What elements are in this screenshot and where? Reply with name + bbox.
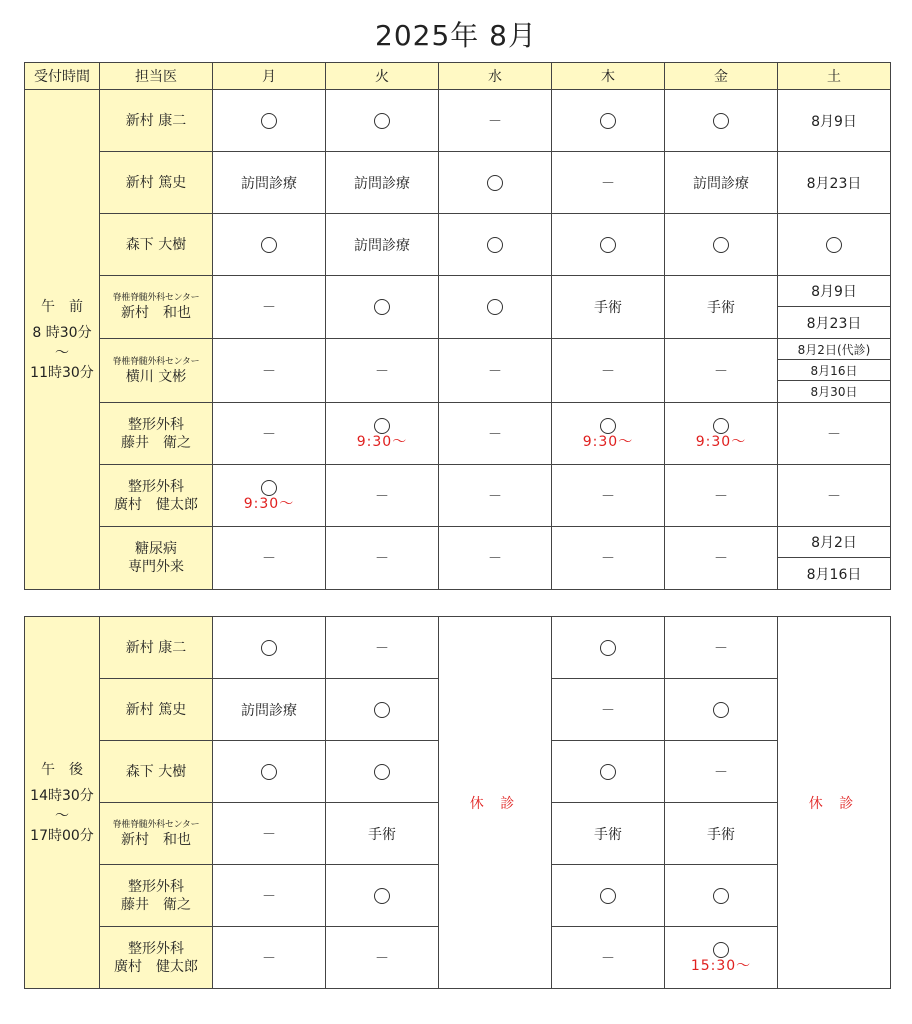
cell-text: － xyxy=(375,363,389,380)
afternoon-schedule-table xyxy=(24,616,891,989)
schedule-cell xyxy=(665,617,778,679)
doctor-cell xyxy=(100,865,213,927)
available-circle-icon xyxy=(261,640,277,656)
doctor-name: 新村 和也 xyxy=(121,305,191,321)
doctor-cell xyxy=(100,679,213,741)
available-circle-icon xyxy=(374,702,390,718)
header-day-fri: 金 xyxy=(665,63,778,90)
start-time-note: 15:30～ xyxy=(690,957,752,974)
schedule-cell xyxy=(665,465,778,527)
schedule-cell xyxy=(778,465,891,527)
cell-text: － xyxy=(488,551,502,567)
cell-text: － xyxy=(601,488,615,505)
doctor-cell xyxy=(100,927,213,989)
doctor-name: 新村 和也 xyxy=(121,831,191,848)
schedule-cell xyxy=(326,339,439,403)
department-label: 整形外科 xyxy=(128,878,184,895)
cell-text: － xyxy=(601,363,615,380)
cell-text: 8月23日 xyxy=(806,175,862,192)
schedule-cell xyxy=(326,679,439,741)
table-row xyxy=(25,152,891,214)
schedule-cell xyxy=(552,927,665,989)
available-circle-icon xyxy=(600,113,616,129)
morning-schedule-table xyxy=(24,62,891,590)
time-start: 14時30分 xyxy=(30,787,94,804)
table-row xyxy=(25,339,891,403)
cell-text: － xyxy=(262,426,276,443)
schedule-cell xyxy=(439,152,552,214)
cell-text: 手術 xyxy=(368,826,396,843)
schedule-cell xyxy=(213,679,326,741)
cell-text: － xyxy=(262,300,276,316)
schedule-cell xyxy=(552,679,665,741)
doctor-name: 森下 大樹 xyxy=(125,763,187,780)
doctor-cell xyxy=(100,276,213,339)
schedule-cell xyxy=(326,276,439,339)
department-label: 整形外科 xyxy=(128,478,184,495)
cell-text: － xyxy=(488,113,502,130)
table-row xyxy=(25,90,891,152)
available-circle-icon xyxy=(261,480,277,496)
schedule-cell xyxy=(326,803,439,865)
header-day-wed: 水 xyxy=(439,63,552,90)
schedule-cell xyxy=(552,527,665,590)
schedule-cell xyxy=(552,152,665,214)
schedule-cell xyxy=(552,617,665,679)
schedule-cell xyxy=(665,339,778,403)
doctor-name: 新村 篤史 xyxy=(125,701,187,718)
schedule-cell xyxy=(326,527,439,590)
schedule-cell xyxy=(213,339,326,403)
schedule-cell xyxy=(326,927,439,989)
header-day-thu: 木 xyxy=(552,63,665,90)
available-circle-icon xyxy=(261,764,277,780)
cell-text: － xyxy=(262,826,276,843)
start-time-note: 9:30～ xyxy=(243,495,295,512)
time-end: 17時00分 xyxy=(30,827,94,844)
start-time-note: 9:30～ xyxy=(582,433,634,450)
department-label: 脊椎脊髄外科センター xyxy=(112,819,200,830)
available-circle-icon xyxy=(374,764,390,780)
available-circle-icon xyxy=(374,113,390,129)
schedule-cell xyxy=(213,741,326,803)
department-label: 整形外科 xyxy=(128,416,184,433)
schedule-cell xyxy=(213,865,326,927)
session-label: 午 前 xyxy=(41,298,83,315)
schedule-cell xyxy=(552,403,665,465)
schedule-cell xyxy=(326,403,439,465)
schedule-cell xyxy=(213,617,326,679)
schedule-cell xyxy=(213,527,326,590)
doctor-name: 専門外来 xyxy=(128,559,184,575)
table-row xyxy=(25,403,891,465)
schedule-cell xyxy=(326,90,439,152)
start-time-note: 9:30～ xyxy=(695,433,747,450)
header-day-mon: 月 xyxy=(213,63,326,90)
wednesday-closed-cell: 休 診 xyxy=(439,617,552,989)
doctor-name: 新村 康二 xyxy=(125,112,187,129)
cell-text: － xyxy=(262,551,276,567)
schedule-cell xyxy=(665,927,778,989)
doctor-name: 横川 文彬 xyxy=(125,368,187,385)
available-circle-icon xyxy=(600,888,616,904)
doctor-cell xyxy=(100,90,213,152)
available-circle-icon xyxy=(487,299,503,315)
doctor-cell xyxy=(100,465,213,527)
schedule-cell xyxy=(439,527,552,590)
schedule-cell xyxy=(552,465,665,527)
header-day-tue: 火 xyxy=(326,63,439,90)
schedule-cell xyxy=(326,617,439,679)
available-circle-icon xyxy=(713,113,729,129)
schedule-cell xyxy=(213,403,326,465)
table-row xyxy=(25,465,891,527)
schedule-cell xyxy=(552,865,665,927)
department-label: 糖尿病 xyxy=(135,541,177,557)
time-end: 11時30分 xyxy=(30,364,94,381)
cell-text: － xyxy=(714,488,728,505)
cell-text: － xyxy=(375,640,389,657)
schedule-cell xyxy=(439,465,552,527)
saturday-date: 8月23日 xyxy=(806,315,862,332)
schedule-cell xyxy=(552,214,665,276)
schedule-cell xyxy=(552,339,665,403)
available-circle-icon xyxy=(713,942,729,958)
reception-time-cell xyxy=(25,617,100,989)
time-tilde: ～ xyxy=(55,807,69,824)
cell-text: － xyxy=(375,950,389,967)
schedule-cell xyxy=(326,465,439,527)
time-tilde: ～ xyxy=(55,344,69,361)
saturday-date: 8月9日 xyxy=(778,276,890,307)
table-row xyxy=(25,527,891,590)
cell-text: 手術 xyxy=(594,300,622,316)
schedule-cell xyxy=(778,90,891,152)
saturday-date: 8月2日(代診) xyxy=(778,339,890,360)
cell-text: － xyxy=(827,426,841,443)
schedule-cell xyxy=(213,276,326,339)
available-circle-icon xyxy=(374,418,390,434)
saturday-date: 8月16日 xyxy=(778,360,890,381)
available-circle-icon xyxy=(826,237,842,253)
cell-text: － xyxy=(488,363,502,380)
reception-time-cell xyxy=(25,90,100,590)
page-title: 2025年 8月 xyxy=(375,19,537,52)
doctor-name: 新村 康二 xyxy=(125,639,187,656)
schedule-cell xyxy=(326,865,439,927)
available-circle-icon xyxy=(713,702,729,718)
cell-text: － xyxy=(375,551,389,567)
cell-text: 訪問診療 xyxy=(241,175,297,192)
schedule-cell xyxy=(439,276,552,339)
schedule-cell xyxy=(665,403,778,465)
available-circle-icon xyxy=(600,237,616,253)
cell-text: － xyxy=(262,950,276,967)
available-circle-icon xyxy=(261,237,277,253)
doctor-name: 藤井 衛之 xyxy=(121,896,191,913)
doctor-cell xyxy=(100,803,213,865)
header-doctor: 担当医 xyxy=(100,63,213,90)
schedule-cell xyxy=(665,152,778,214)
cell-text: 手術 xyxy=(594,826,622,843)
schedule-cell xyxy=(665,865,778,927)
available-circle-icon xyxy=(487,237,503,253)
saturday-dates-cell xyxy=(778,339,891,403)
doctor-name: 新村 篤史 xyxy=(125,174,187,191)
cell-text: － xyxy=(262,363,276,380)
schedule-cell xyxy=(778,152,891,214)
cell-text: 訪問診療 xyxy=(693,175,749,192)
schedule-cell xyxy=(213,927,326,989)
doctor-cell xyxy=(100,527,213,590)
schedule-cell xyxy=(213,465,326,527)
start-time-note: 9:30～ xyxy=(356,433,408,450)
schedule-cell xyxy=(439,214,552,276)
schedule-cell xyxy=(439,339,552,403)
available-circle-icon xyxy=(487,175,503,191)
schedule-cell xyxy=(552,803,665,865)
schedule-cell xyxy=(213,90,326,152)
department-label: 整形外科 xyxy=(128,940,184,957)
time-start: 8 時30分 xyxy=(32,324,92,341)
table-row xyxy=(25,214,891,276)
cell-text: － xyxy=(375,488,389,505)
schedule-cell xyxy=(665,90,778,152)
cell-text: － xyxy=(827,488,841,505)
schedule-cell xyxy=(439,403,552,465)
saturday-dates-cell xyxy=(778,276,891,339)
saturday-date: 8月2日 xyxy=(778,527,890,558)
doctor-cell xyxy=(100,741,213,803)
schedule-cell xyxy=(326,152,439,214)
schedule-cell xyxy=(326,214,439,276)
schedule-cell xyxy=(213,214,326,276)
schedule-cell xyxy=(552,90,665,152)
saturday-date: 8月30日 xyxy=(810,385,858,399)
cell-text: － xyxy=(714,363,728,380)
schedule-cell xyxy=(778,403,891,465)
schedule-cell xyxy=(213,152,326,214)
saturday-dates-cell xyxy=(778,527,891,590)
session-label: 午 後 xyxy=(41,761,83,778)
cell-text: 訪問診療 xyxy=(354,237,410,254)
cell-text: 8月9日 xyxy=(811,113,857,130)
table-row xyxy=(25,617,891,679)
doctor-name: 森下 大樹 xyxy=(125,236,187,253)
cell-text: 手術 xyxy=(707,826,735,843)
header-reception-time: 受付時間 xyxy=(25,63,100,90)
available-circle-icon xyxy=(600,418,616,434)
cell-text: 手術 xyxy=(707,300,735,316)
doctor-cell xyxy=(100,152,213,214)
doctor-name: 藤井 衛之 xyxy=(121,434,191,451)
available-circle-icon xyxy=(713,418,729,434)
department-label: 脊椎脊髄外科センター xyxy=(112,293,200,303)
available-circle-icon xyxy=(713,888,729,904)
schedule-cell xyxy=(552,276,665,339)
available-circle-icon xyxy=(374,299,390,315)
schedule-cell xyxy=(778,214,891,276)
table-row xyxy=(25,276,891,339)
doctor-name: 廣村 健太郎 xyxy=(114,958,198,975)
header-row xyxy=(25,63,891,90)
schedule-cell xyxy=(213,803,326,865)
doctor-cell xyxy=(100,617,213,679)
cell-text: － xyxy=(714,551,728,567)
schedule-cell xyxy=(665,527,778,590)
cell-text: － xyxy=(601,551,615,567)
cell-text: － xyxy=(488,488,502,505)
saturday-closed-cell: 休 診 xyxy=(778,617,891,989)
schedule-cell xyxy=(665,214,778,276)
doctor-cell xyxy=(100,403,213,465)
available-circle-icon xyxy=(374,888,390,904)
department-label: 脊椎脊髄外科センター xyxy=(112,356,200,367)
schedule-cell xyxy=(326,741,439,803)
available-circle-icon xyxy=(600,640,616,656)
doctor-name: 廣村 健太郎 xyxy=(114,496,198,513)
cell-text: － xyxy=(714,640,728,657)
schedule-cell xyxy=(665,741,778,803)
schedule-cell xyxy=(665,803,778,865)
available-circle-icon xyxy=(600,764,616,780)
cell-text: － xyxy=(714,764,728,781)
available-circle-icon xyxy=(261,113,277,129)
cell-text: － xyxy=(601,175,615,192)
available-circle-icon xyxy=(713,237,729,253)
cell-text: － xyxy=(601,950,615,967)
cell-text: － xyxy=(262,888,276,905)
schedule-cell xyxy=(439,90,552,152)
cell-text: － xyxy=(488,426,502,443)
schedule-cell xyxy=(665,276,778,339)
doctor-cell xyxy=(100,339,213,403)
saturday-date: 8月16日 xyxy=(806,566,862,583)
schedule-cell xyxy=(552,741,665,803)
cell-text: － xyxy=(601,702,615,719)
cell-text: 訪問診療 xyxy=(241,702,297,719)
doctor-cell xyxy=(100,214,213,276)
schedule-cell xyxy=(665,679,778,741)
header-day-sat: 土 xyxy=(778,63,891,90)
cell-text: 訪問診療 xyxy=(354,175,410,192)
